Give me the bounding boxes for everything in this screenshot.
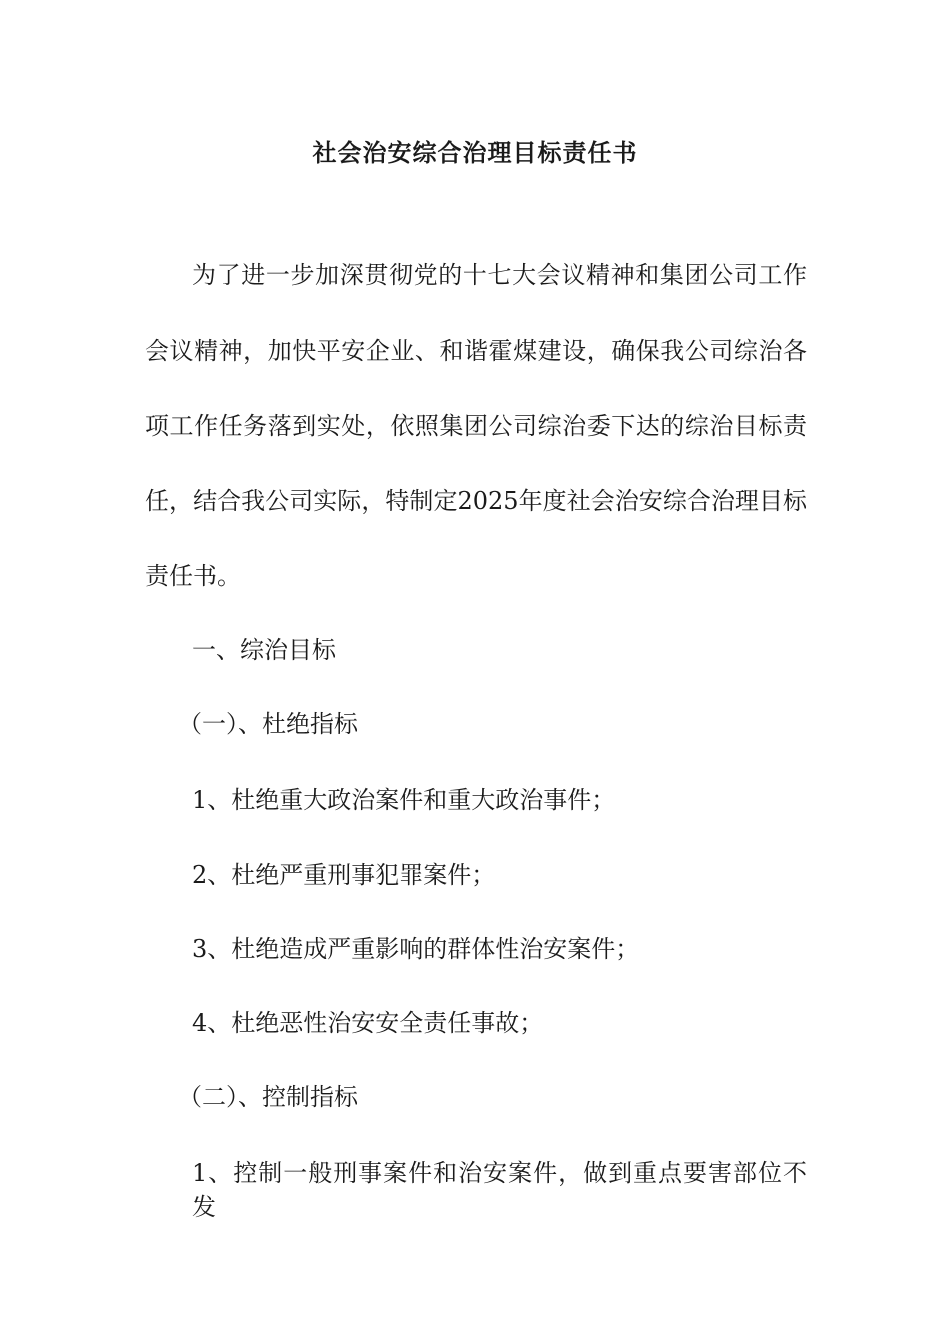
intro-line-2: 会议精神，加快平安企业、和谐霍煤建设，确保我公司综治各: [145, 337, 807, 365]
list-item: 3、杜绝造成严重影响的群体性治安案件；: [192, 935, 640, 963]
list-item: 1、控制一般刑事案件和治安案件，做到重点要害部位不发: [192, 1159, 807, 1221]
intro-line-5: 责任书。: [145, 562, 241, 590]
section-heading: 一、综治目标: [192, 636, 336, 664]
intro-line-3: 项工作任务落到实处，依照集团公司综治委下达的综治目标责: [145, 412, 807, 440]
list-item: 2、杜绝严重刑事犯罪案件；: [192, 861, 496, 889]
intro-line-1: 为了进一步加深贯彻党的十七大会议精神和集团公司工作: [192, 261, 807, 289]
subsection-heading: （一）、杜绝指标: [178, 710, 358, 738]
document-title: 社会治安综合治理目标责任书: [312, 138, 638, 167]
intro-line-4: 任，结合我公司实际，特制定2025年度社会治安综合治理目标: [145, 487, 807, 515]
list-item: 1、杜绝重大政治案件和重大政治事件；: [192, 786, 616, 814]
subsection-heading: （二）、控制指标: [178, 1083, 358, 1111]
list-item: 4、杜绝恶性治安安全责任事故；: [192, 1009, 544, 1037]
